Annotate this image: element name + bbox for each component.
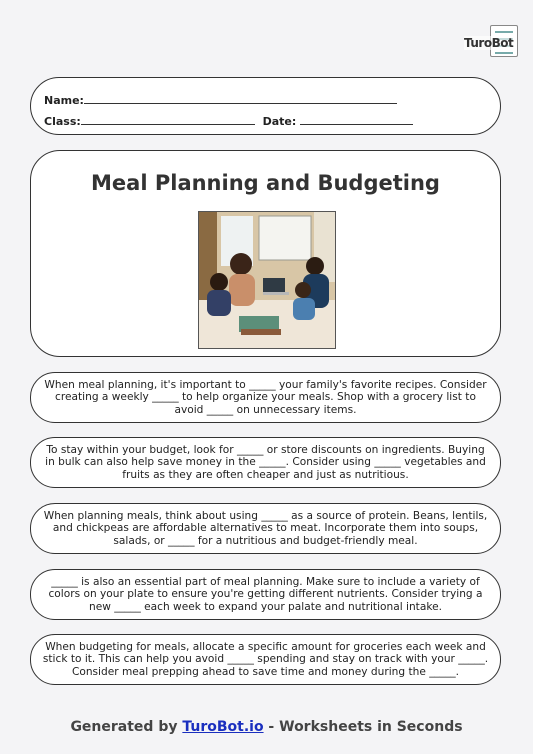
class-field[interactable] <box>81 113 255 125</box>
name-row <box>44 92 500 113</box>
name-label: Name: <box>44 94 84 107</box>
question-text: _____ is also an essential part of meal planning. Make sure to include a variety of colors on your plate to ensure you're getting different nutrients. Consider trying a new _____ each week to expand your palate and nutritional intake. <box>48 575 483 613</box>
question-box-2 <box>30 437 501 488</box>
name-field[interactable] <box>84 92 397 104</box>
class-date-row <box>44 113 500 134</box>
date-label: Date: <box>262 115 297 128</box>
worksheet-title: Meal Planning and Budgeting <box>91 171 440 195</box>
question-text: When planning meals, think about using _____ as a source of protein. Beans, lentils, and chickpeas are affordable alternatives to meat. Incorporate them into soups, salads, or _____ for a nutritious and budget-friendly meal. <box>43 509 488 547</box>
question-text: To stay within your budget, look for _____ or store discounts on ingredients. Buying in bulk can also help save money in the _____. Consider using _____ vegetables and fruits as they are often cheaper and just as nutritious. <box>45 443 486 481</box>
question-box-1 <box>30 372 501 423</box>
class-label: Class: <box>44 115 81 128</box>
question-box-3 <box>30 503 501 554</box>
turobot-logo <box>462 25 518 59</box>
family-meal-planning-photo <box>198 211 336 349</box>
question-text: When meal planning, it's important to _____ your family's favorite recipes. Consider creating a weekly _____ to help organize your meals. Shop with a grocery list to avoid _____ on unnecessary items. <box>44 378 487 416</box>
title-box <box>30 150 501 357</box>
question-box-5 <box>30 634 501 685</box>
turobot-link[interactable]: TuroBot.io <box>182 719 264 735</box>
footer <box>0 719 533 735</box>
student-info-box <box>30 77 501 135</box>
footer-suffix: - Worksheets in Seconds <box>263 719 463 735</box>
date-field[interactable] <box>300 113 413 125</box>
question-text: When budgeting for meals, allocate a specific amount for groceries each week and stick to it. This can help you avoid _____ spending and stay on track with your _____. Consider meal prepping ahead to save time and money during the _____. <box>42 640 489 678</box>
question-box-4 <box>30 569 501 620</box>
footer-prefix: Generated by <box>70 719 183 735</box>
logo-text: TuroBot <box>464 36 514 50</box>
